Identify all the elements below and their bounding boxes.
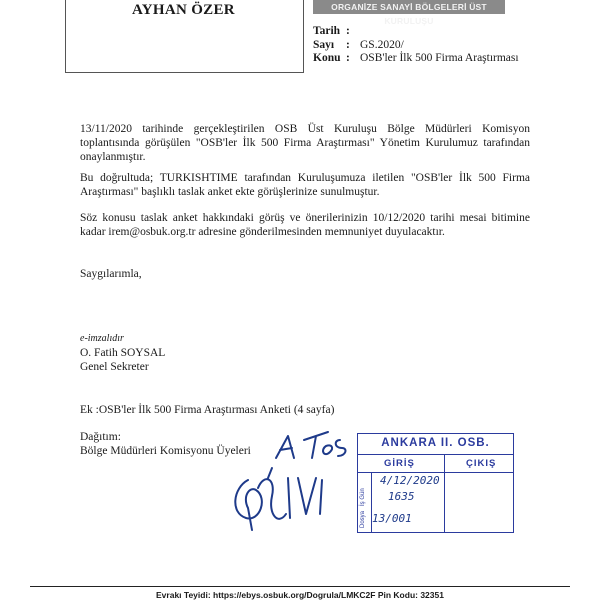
stamp-entry-label: GİRİŞ — [384, 458, 415, 469]
document-meta — [313, 25, 519, 66]
handwritten-signature — [228, 418, 363, 550]
stamp-column-divider — [444, 454, 445, 532]
signer-title: Genel Sekreter — [80, 361, 149, 373]
stamp-side-label: Dosya — [360, 510, 366, 528]
stamp-divider — [358, 472, 513, 473]
meta-number-key: Sayı — [313, 38, 335, 51]
signature-stroke — [323, 445, 332, 454]
meta-subject-row — [313, 52, 519, 66]
meta-date-key: Tarih — [313, 25, 341, 37]
meta-number-value: GS.2020/ — [360, 38, 404, 51]
stamp-exit-label: ÇIKIŞ — [466, 458, 497, 469]
attachment-line: Ek :OSB'ler İlk 500 Firma Araştırması Anketi (4 sayfa) — [80, 404, 335, 416]
paragraph-1: 13/11/2020 tarihinde gerçekleştirilen OSB Üst Kuruluşu Bölge Müdürleri Komisyon toplantısında görüşülen "OSB'ler İlk 500 Firma Araştırması" Yönetim Kurulumuz tarafından onaylanmıştır. — [80, 123, 530, 163]
stamp-side-label: İş Gün — [360, 488, 366, 506]
paragraph-2: Bu doğrultuda; TURKISHTIME tarafından Kuruluşumuza iletilen "OSB'ler İlk 500 Firma Araştırması" başlıklı taslak anket ekte görüşlerinize sunulmuştur. — [80, 172, 530, 198]
organization-banner: ORGANİZE SANAYİ BÖLGELERİ ÜST KURULUŞU — [313, 0, 505, 14]
distribution-recipients: Bölge Müdürleri Komisyonu Üyeleri — [80, 445, 251, 457]
signer-name: O. Fatih SOYSAL — [80, 347, 166, 359]
recipient-name: AYHAN ÖZER — [132, 2, 235, 18]
signature-stroke — [276, 436, 294, 458]
stamp-title: ANKARA II. OSB. — [381, 437, 490, 449]
meta-colon: : — [346, 52, 350, 64]
incoming-mail-stamp — [357, 433, 514, 533]
meta-subject-key: Konu — [313, 52, 341, 64]
meta-number-row — [313, 39, 519, 53]
closing: Saygılarımla, — [80, 268, 142, 280]
signature-stroke — [336, 440, 346, 456]
meta-date-row — [313, 25, 519, 39]
stamp-handwritten-number: 1635 — [388, 490, 415, 503]
footer-divider — [30, 586, 570, 587]
stamp-handwritten-file: 13/001 — [372, 512, 412, 525]
meta-colon: : — [346, 38, 350, 51]
stamp-divider — [358, 454, 513, 455]
stamp-handwritten-date: 4/12/2020 — [380, 474, 440, 487]
signature-stroke — [268, 468, 272, 478]
distribution-label: Dağıtım: — [80, 431, 121, 443]
paragraph-3: Söz konusu taslak anket hakkındaki görüş ve önerilerinizin 10/12/2020 tarihi mesai bitimine kadar irem@osbuk.org.tr adresine gönderilmesinden memnuniyet duyulacaktır. — [80, 212, 530, 238]
signature-stroke — [288, 478, 322, 518]
verification-footer: Evrakı Teyidi: https://ebys.osbuk.org/Dogrula/LMKC2F Pin Kodu: 32351 — [156, 590, 444, 600]
e-signed-note: e-imzalıdır — [80, 333, 124, 344]
meta-colon: : — [346, 25, 350, 37]
meta-subject-value: OSB'ler İlk 500 Firma Araştırması — [360, 52, 519, 64]
